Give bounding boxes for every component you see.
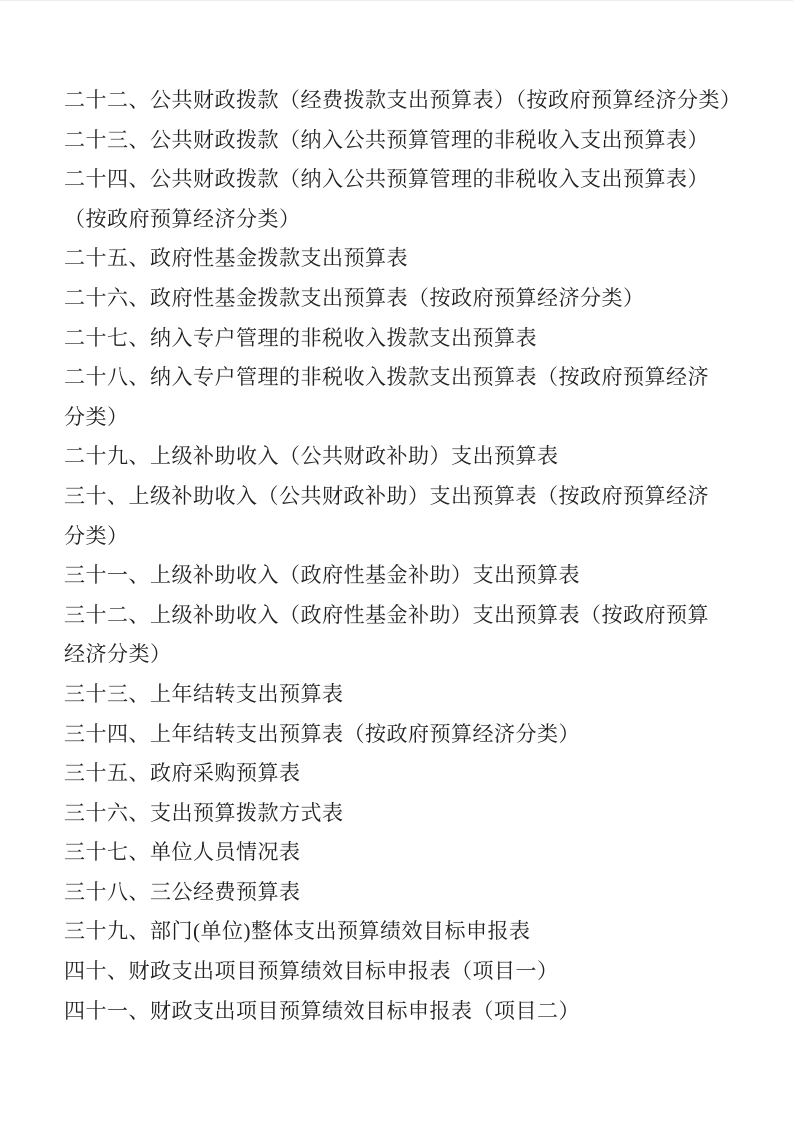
document-line: 三十六、支出预算拨款方式表 [64, 800, 344, 825]
document-line: （按政府预算经济分类） [64, 206, 301, 231]
document-line: 分类） [64, 523, 129, 548]
document-line: 三十五、政府采购预算表 [64, 761, 301, 786]
document-line: 三十三、上年结转支出预算表 [64, 681, 344, 706]
document-line: 三十四、上年结转支出预算表（按政府预算经济分类） [64, 721, 580, 746]
document-line: 二十二、公共财政拨款（经费拨款支出预算表）（按政府预算经济分类） [64, 88, 742, 112]
document-line: 三十八、三公经费预算表 [64, 879, 301, 904]
document-line: 三十九、部门(单位)整体支出预算绩效目标申报表 [64, 919, 531, 944]
document-line: 三十七、单位人员情况表 [64, 840, 301, 865]
document-line: 二十五、政府性基金拨款支出预算表 [64, 246, 408, 271]
document-line: 二十七、纳入专户管理的非税收入拨款支出预算表 [64, 325, 537, 350]
document-line: 二十六、政府性基金拨款支出预算表（按政府预算经济分类） [64, 285, 645, 310]
document-line: 三十、上级补助收入（公共财政补助）支出预算表（按政府预算经济 [64, 483, 709, 508]
document-line: 分类） [64, 404, 129, 429]
document-line: 三十一、上级补助收入（政府性基金补助）支出预算表 [64, 563, 580, 588]
document-line: 二十九、上级补助收入（公共财政补助）支出预算表 [64, 444, 559, 469]
document-line: 二十三、公共财政拨款（纳入公共预算管理的非税收入支出预算表） [64, 127, 709, 152]
document-body [64, 81, 742, 1031]
document-line: 三十二、上级补助收入（政府性基金补助）支出预算表（按政府预算 [64, 602, 709, 627]
document-line: 四十一、财政支出项目预算绩效目标申报表（项目二） [64, 998, 580, 1023]
document-line: 二十八、纳入专户管理的非税收入拨款支出预算表（按政府预算经济 [64, 365, 709, 390]
document-line: 四十、财政支出项目预算绩效目标申报表（项目一） [64, 959, 559, 984]
document-line: 二十四、公共财政拨款（纳入公共预算管理的非税收入支出预算表） [64, 167, 709, 192]
document-line: 经济分类） [64, 642, 172, 667]
